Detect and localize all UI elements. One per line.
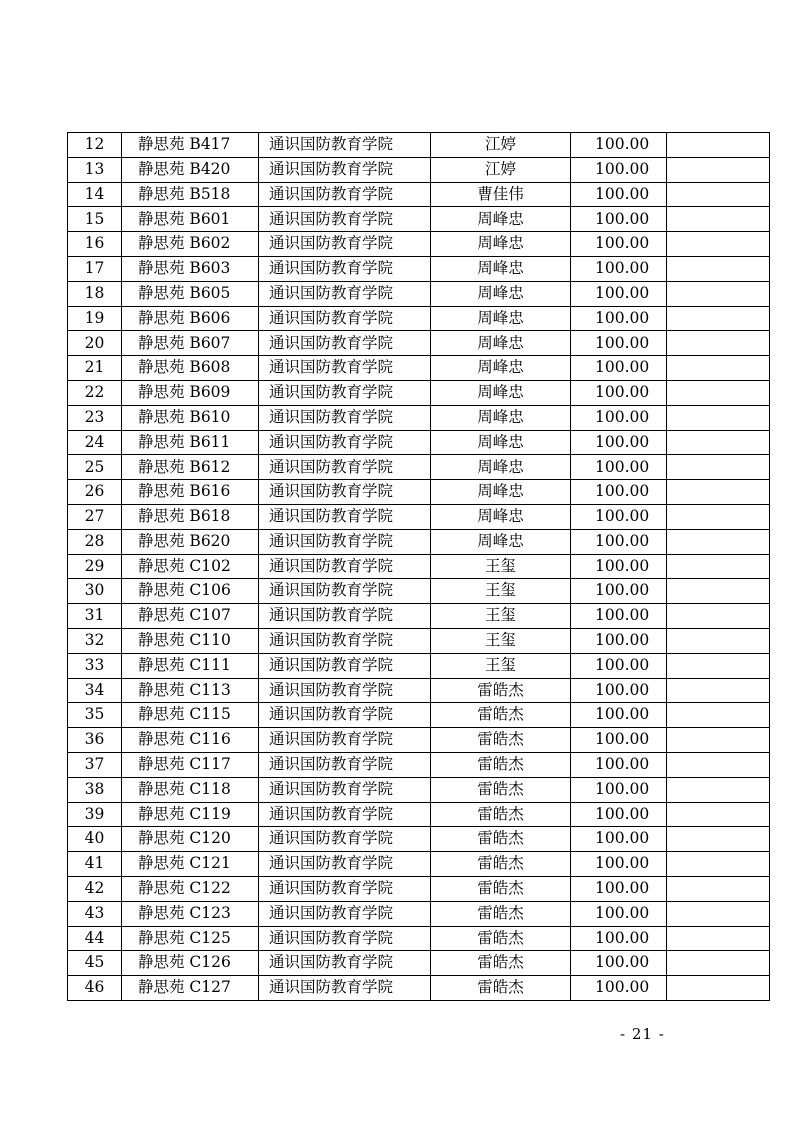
dormitory-cell: 静思苑 B618 bbox=[122, 504, 259, 529]
row-number-cell: 38 bbox=[68, 777, 122, 802]
remark-cell bbox=[667, 182, 770, 207]
table-row bbox=[68, 480, 770, 505]
table-row bbox=[68, 802, 770, 827]
college-cell: 通识国防教育学院 bbox=[259, 802, 431, 827]
college-cell: 通识国防教育学院 bbox=[259, 306, 431, 331]
college-cell: 通识国防教育学院 bbox=[259, 901, 431, 926]
score-cell: 100.00 bbox=[571, 579, 667, 604]
score-cell: 100.00 bbox=[571, 157, 667, 182]
dormitory-cell: 静思苑 B420 bbox=[122, 157, 259, 182]
dormitory-cell: 静思苑 B609 bbox=[122, 380, 259, 405]
score-cell: 100.00 bbox=[571, 876, 667, 901]
table-body bbox=[68, 133, 770, 1001]
row-number-cell: 40 bbox=[68, 827, 122, 852]
row-number-cell: 45 bbox=[68, 951, 122, 976]
table-row bbox=[68, 852, 770, 877]
score-cell: 100.00 bbox=[571, 653, 667, 678]
table-row bbox=[68, 678, 770, 703]
responsible-person-cell: 周峰忠 bbox=[431, 281, 571, 306]
score-cell: 100.00 bbox=[571, 926, 667, 951]
dormitory-cell: 静思苑 B603 bbox=[122, 256, 259, 281]
remark-cell bbox=[667, 430, 770, 455]
college-cell: 通识国防教育学院 bbox=[259, 653, 431, 678]
remark-cell bbox=[667, 876, 770, 901]
remark-cell bbox=[667, 777, 770, 802]
remark-cell bbox=[667, 653, 770, 678]
score-cell: 100.00 bbox=[571, 306, 667, 331]
table-row bbox=[68, 901, 770, 926]
college-cell: 通识国防教育学院 bbox=[259, 752, 431, 777]
college-cell: 通识国防教育学院 bbox=[259, 529, 431, 554]
college-cell: 通识国防教育学院 bbox=[259, 504, 431, 529]
college-cell: 通识国防教育学院 bbox=[259, 678, 431, 703]
score-cell: 100.00 bbox=[571, 777, 667, 802]
dormitory-cell: 静思苑 C122 bbox=[122, 876, 259, 901]
score-cell: 100.00 bbox=[571, 852, 667, 877]
remark-cell bbox=[667, 232, 770, 257]
dormitory-cell: 静思苑 B620 bbox=[122, 529, 259, 554]
remark-cell bbox=[667, 703, 770, 728]
score-cell: 100.00 bbox=[571, 529, 667, 554]
row-number-cell: 36 bbox=[68, 728, 122, 753]
dormitory-cell: 静思苑 C127 bbox=[122, 976, 259, 1001]
score-cell: 100.00 bbox=[571, 455, 667, 480]
responsible-person-cell: 雷皓杰 bbox=[431, 703, 571, 728]
remark-cell bbox=[667, 281, 770, 306]
responsible-person-cell: 周峰忠 bbox=[431, 356, 571, 381]
dormitory-cell: 静思苑 B601 bbox=[122, 207, 259, 232]
college-cell: 通识国防教育学院 bbox=[259, 331, 431, 356]
score-cell: 100.00 bbox=[571, 232, 667, 257]
score-cell: 100.00 bbox=[571, 976, 667, 1001]
responsible-person-cell: 王玺 bbox=[431, 628, 571, 653]
responsible-person-cell: 周峰忠 bbox=[431, 529, 571, 554]
page-number: - 21 - bbox=[620, 1025, 665, 1043]
dormitory-cell: 静思苑 B602 bbox=[122, 232, 259, 257]
remark-cell bbox=[667, 752, 770, 777]
college-cell: 通识国防教育学院 bbox=[259, 380, 431, 405]
dormitory-cell: 静思苑 B417 bbox=[122, 133, 259, 158]
responsible-person-cell: 曹佳伟 bbox=[431, 182, 571, 207]
row-number-cell: 25 bbox=[68, 455, 122, 480]
college-cell: 通识国防教育学院 bbox=[259, 777, 431, 802]
score-cell: 100.00 bbox=[571, 480, 667, 505]
score-cell: 100.00 bbox=[571, 207, 667, 232]
table-row bbox=[68, 207, 770, 232]
row-number-cell: 24 bbox=[68, 430, 122, 455]
responsible-person-cell: 雷皓杰 bbox=[431, 728, 571, 753]
row-number-cell: 28 bbox=[68, 529, 122, 554]
score-cell: 100.00 bbox=[571, 802, 667, 827]
table-row bbox=[68, 182, 770, 207]
row-number-cell: 30 bbox=[68, 579, 122, 604]
remark-cell bbox=[667, 133, 770, 158]
row-number-cell: 19 bbox=[68, 306, 122, 331]
row-number-cell: 29 bbox=[68, 554, 122, 579]
remark-cell bbox=[667, 827, 770, 852]
score-cell: 100.00 bbox=[571, 356, 667, 381]
college-cell: 通识国防教育学院 bbox=[259, 876, 431, 901]
score-cell: 100.00 bbox=[571, 901, 667, 926]
college-cell: 通识国防教育学院 bbox=[259, 579, 431, 604]
table-row bbox=[68, 157, 770, 182]
row-number-cell: 27 bbox=[68, 504, 122, 529]
responsible-person-cell: 雷皓杰 bbox=[431, 777, 571, 802]
table-row bbox=[68, 232, 770, 257]
dormitory-cell: 静思苑 C102 bbox=[122, 554, 259, 579]
row-number-cell: 35 bbox=[68, 703, 122, 728]
remark-cell bbox=[667, 480, 770, 505]
table-row bbox=[68, 430, 770, 455]
table-row bbox=[68, 331, 770, 356]
responsible-person-cell: 王玺 bbox=[431, 604, 571, 629]
responsible-person-cell: 雷皓杰 bbox=[431, 678, 571, 703]
table-row bbox=[68, 827, 770, 852]
college-cell: 通识国防教育学院 bbox=[259, 554, 431, 579]
row-number-cell: 39 bbox=[68, 802, 122, 827]
row-number-cell: 13 bbox=[68, 157, 122, 182]
table-row bbox=[68, 133, 770, 158]
dormitory-cell: 静思苑 B612 bbox=[122, 455, 259, 480]
responsible-person-cell: 王玺 bbox=[431, 554, 571, 579]
college-cell: 通识国防教育学院 bbox=[259, 256, 431, 281]
row-number-cell: 12 bbox=[68, 133, 122, 158]
remark-cell bbox=[667, 604, 770, 629]
dormitory-cell: 静思苑 C111 bbox=[122, 653, 259, 678]
remark-cell bbox=[667, 728, 770, 753]
row-number-cell: 31 bbox=[68, 604, 122, 629]
college-cell: 通识国防教育学院 bbox=[259, 430, 431, 455]
table-row bbox=[68, 628, 770, 653]
row-number-cell: 15 bbox=[68, 207, 122, 232]
table-row bbox=[68, 306, 770, 331]
dormitory-cell: 静思苑 B605 bbox=[122, 281, 259, 306]
responsible-person-cell: 周峰忠 bbox=[431, 380, 571, 405]
row-number-cell: 41 bbox=[68, 852, 122, 877]
responsible-person-cell: 周峰忠 bbox=[431, 430, 571, 455]
remark-cell bbox=[667, 405, 770, 430]
row-number-cell: 17 bbox=[68, 256, 122, 281]
college-cell: 通识国防教育学院 bbox=[259, 405, 431, 430]
table-row bbox=[68, 976, 770, 1001]
dormitory-cell: 静思苑 C120 bbox=[122, 827, 259, 852]
responsible-person-cell: 周峰忠 bbox=[431, 207, 571, 232]
college-cell: 通识国防教育学院 bbox=[259, 232, 431, 257]
remark-cell bbox=[667, 256, 770, 281]
remark-cell bbox=[667, 579, 770, 604]
responsible-person-cell: 雷皓杰 bbox=[431, 802, 571, 827]
table-row bbox=[68, 380, 770, 405]
dormitory-cell: 静思苑 C126 bbox=[122, 951, 259, 976]
remark-cell bbox=[667, 331, 770, 356]
remark-cell bbox=[667, 976, 770, 1001]
table-row bbox=[68, 529, 770, 554]
dormitory-cell: 静思苑 C125 bbox=[122, 926, 259, 951]
score-cell: 100.00 bbox=[571, 281, 667, 306]
remark-cell bbox=[667, 455, 770, 480]
remark-cell bbox=[667, 157, 770, 182]
responsible-person-cell: 雷皓杰 bbox=[431, 901, 571, 926]
college-cell: 通识国防教育学院 bbox=[259, 455, 431, 480]
responsible-person-cell: 雷皓杰 bbox=[431, 976, 571, 1001]
responsible-person-cell: 王玺 bbox=[431, 579, 571, 604]
row-number-cell: 26 bbox=[68, 480, 122, 505]
college-cell: 通识国防教育学院 bbox=[259, 281, 431, 306]
college-cell: 通识国防教育学院 bbox=[259, 628, 431, 653]
score-cell: 100.00 bbox=[571, 728, 667, 753]
score-cell: 100.00 bbox=[571, 703, 667, 728]
remark-cell bbox=[667, 529, 770, 554]
dormitory-score-table bbox=[67, 132, 770, 1001]
row-number-cell: 46 bbox=[68, 976, 122, 1001]
dormitory-cell: 静思苑 B518 bbox=[122, 182, 259, 207]
college-cell: 通识国防教育学院 bbox=[259, 480, 431, 505]
remark-cell bbox=[667, 554, 770, 579]
remark-cell bbox=[667, 207, 770, 232]
responsible-person-cell: 雷皓杰 bbox=[431, 752, 571, 777]
remark-cell bbox=[667, 678, 770, 703]
college-cell: 通识国防教育学院 bbox=[259, 976, 431, 1001]
table-row bbox=[68, 926, 770, 951]
college-cell: 通识国防教育学院 bbox=[259, 926, 431, 951]
table-row bbox=[68, 703, 770, 728]
college-cell: 通识国防教育学院 bbox=[259, 852, 431, 877]
dormitory-cell: 静思苑 C123 bbox=[122, 901, 259, 926]
remark-cell bbox=[667, 901, 770, 926]
score-cell: 100.00 bbox=[571, 604, 667, 629]
table-row bbox=[68, 356, 770, 381]
responsible-person-cell: 王玺 bbox=[431, 653, 571, 678]
dormitory-cell: 静思苑 C107 bbox=[122, 604, 259, 629]
remark-cell bbox=[667, 504, 770, 529]
dormitory-cell: 静思苑 C110 bbox=[122, 628, 259, 653]
dormitory-cell: 静思苑 B607 bbox=[122, 331, 259, 356]
row-number-cell: 37 bbox=[68, 752, 122, 777]
responsible-person-cell: 雷皓杰 bbox=[431, 926, 571, 951]
table-row bbox=[68, 752, 770, 777]
row-number-cell: 33 bbox=[68, 653, 122, 678]
college-cell: 通识国防教育学院 bbox=[259, 728, 431, 753]
row-number-cell: 21 bbox=[68, 356, 122, 381]
score-cell: 100.00 bbox=[571, 133, 667, 158]
table-row bbox=[68, 728, 770, 753]
table-row bbox=[68, 876, 770, 901]
college-cell: 通识国防教育学院 bbox=[259, 207, 431, 232]
dormitory-cell: 静思苑 B616 bbox=[122, 480, 259, 505]
college-cell: 通识国防教育学院 bbox=[259, 951, 431, 976]
dormitory-cell: 静思苑 C119 bbox=[122, 802, 259, 827]
responsible-person-cell: 周峰忠 bbox=[431, 232, 571, 257]
college-cell: 通识国防教育学院 bbox=[259, 827, 431, 852]
remark-cell bbox=[667, 628, 770, 653]
table-row bbox=[68, 281, 770, 306]
dormitory-cell: 静思苑 B611 bbox=[122, 430, 259, 455]
row-number-cell: 14 bbox=[68, 182, 122, 207]
responsible-person-cell: 周峰忠 bbox=[431, 455, 571, 480]
remark-cell bbox=[667, 356, 770, 381]
score-cell: 100.00 bbox=[571, 380, 667, 405]
responsible-person-cell: 江婷 bbox=[431, 157, 571, 182]
table-row bbox=[68, 405, 770, 430]
row-number-cell: 23 bbox=[68, 405, 122, 430]
score-cell: 100.00 bbox=[571, 951, 667, 976]
dormitory-cell: 静思苑 B608 bbox=[122, 356, 259, 381]
dormitory-cell: 静思苑 C116 bbox=[122, 728, 259, 753]
remark-cell bbox=[667, 380, 770, 405]
score-cell: 100.00 bbox=[571, 678, 667, 703]
score-cell: 100.00 bbox=[571, 405, 667, 430]
responsible-person-cell: 周峰忠 bbox=[431, 306, 571, 331]
score-cell: 100.00 bbox=[571, 430, 667, 455]
table-row bbox=[68, 951, 770, 976]
row-number-cell: 18 bbox=[68, 281, 122, 306]
dormitory-cell: 静思苑 C118 bbox=[122, 777, 259, 802]
responsible-person-cell: 周峰忠 bbox=[431, 405, 571, 430]
row-number-cell: 34 bbox=[68, 678, 122, 703]
score-cell: 100.00 bbox=[571, 827, 667, 852]
table-row bbox=[68, 653, 770, 678]
score-cell: 100.00 bbox=[571, 331, 667, 356]
responsible-person-cell: 周峰忠 bbox=[431, 256, 571, 281]
table-row bbox=[68, 504, 770, 529]
college-cell: 通识国防教育学院 bbox=[259, 356, 431, 381]
row-number-cell: 43 bbox=[68, 901, 122, 926]
remark-cell bbox=[667, 306, 770, 331]
dormitory-cell: 静思苑 C106 bbox=[122, 579, 259, 604]
dormitory-cell: 静思苑 B606 bbox=[122, 306, 259, 331]
dormitory-cell: 静思苑 C117 bbox=[122, 752, 259, 777]
remark-cell bbox=[667, 802, 770, 827]
row-number-cell: 32 bbox=[68, 628, 122, 653]
row-number-cell: 22 bbox=[68, 380, 122, 405]
table-row bbox=[68, 604, 770, 629]
row-number-cell: 44 bbox=[68, 926, 122, 951]
dormitory-cell: 静思苑 B610 bbox=[122, 405, 259, 430]
table-row bbox=[68, 579, 770, 604]
table-row bbox=[68, 455, 770, 480]
score-cell: 100.00 bbox=[571, 554, 667, 579]
responsible-person-cell: 周峰忠 bbox=[431, 480, 571, 505]
remark-cell bbox=[667, 926, 770, 951]
responsible-person-cell: 雷皓杰 bbox=[431, 951, 571, 976]
college-cell: 通识国防教育学院 bbox=[259, 157, 431, 182]
responsible-person-cell: 周峰忠 bbox=[431, 504, 571, 529]
responsible-person-cell: 周峰忠 bbox=[431, 331, 571, 356]
dormitory-cell: 静思苑 C115 bbox=[122, 703, 259, 728]
score-cell: 100.00 bbox=[571, 256, 667, 281]
score-cell: 100.00 bbox=[571, 752, 667, 777]
score-cell: 100.00 bbox=[571, 182, 667, 207]
college-cell: 通识国防教育学院 bbox=[259, 604, 431, 629]
remark-cell bbox=[667, 951, 770, 976]
table-row bbox=[68, 554, 770, 579]
responsible-person-cell: 雷皓杰 bbox=[431, 852, 571, 877]
remark-cell bbox=[667, 852, 770, 877]
row-number-cell: 42 bbox=[68, 876, 122, 901]
dormitory-cell: 静思苑 C121 bbox=[122, 852, 259, 877]
score-cell: 100.00 bbox=[571, 628, 667, 653]
college-cell: 通识国防教育学院 bbox=[259, 703, 431, 728]
college-cell: 通识国防教育学院 bbox=[259, 182, 431, 207]
row-number-cell: 20 bbox=[68, 331, 122, 356]
dormitory-cell: 静思苑 C113 bbox=[122, 678, 259, 703]
responsible-person-cell: 雷皓杰 bbox=[431, 827, 571, 852]
responsible-person-cell: 江婷 bbox=[431, 133, 571, 158]
score-cell: 100.00 bbox=[571, 504, 667, 529]
responsible-person-cell: 雷皓杰 bbox=[431, 876, 571, 901]
college-cell: 通识国防教育学院 bbox=[259, 133, 431, 158]
table-row bbox=[68, 256, 770, 281]
table-row bbox=[68, 777, 770, 802]
row-number-cell: 16 bbox=[68, 232, 122, 257]
